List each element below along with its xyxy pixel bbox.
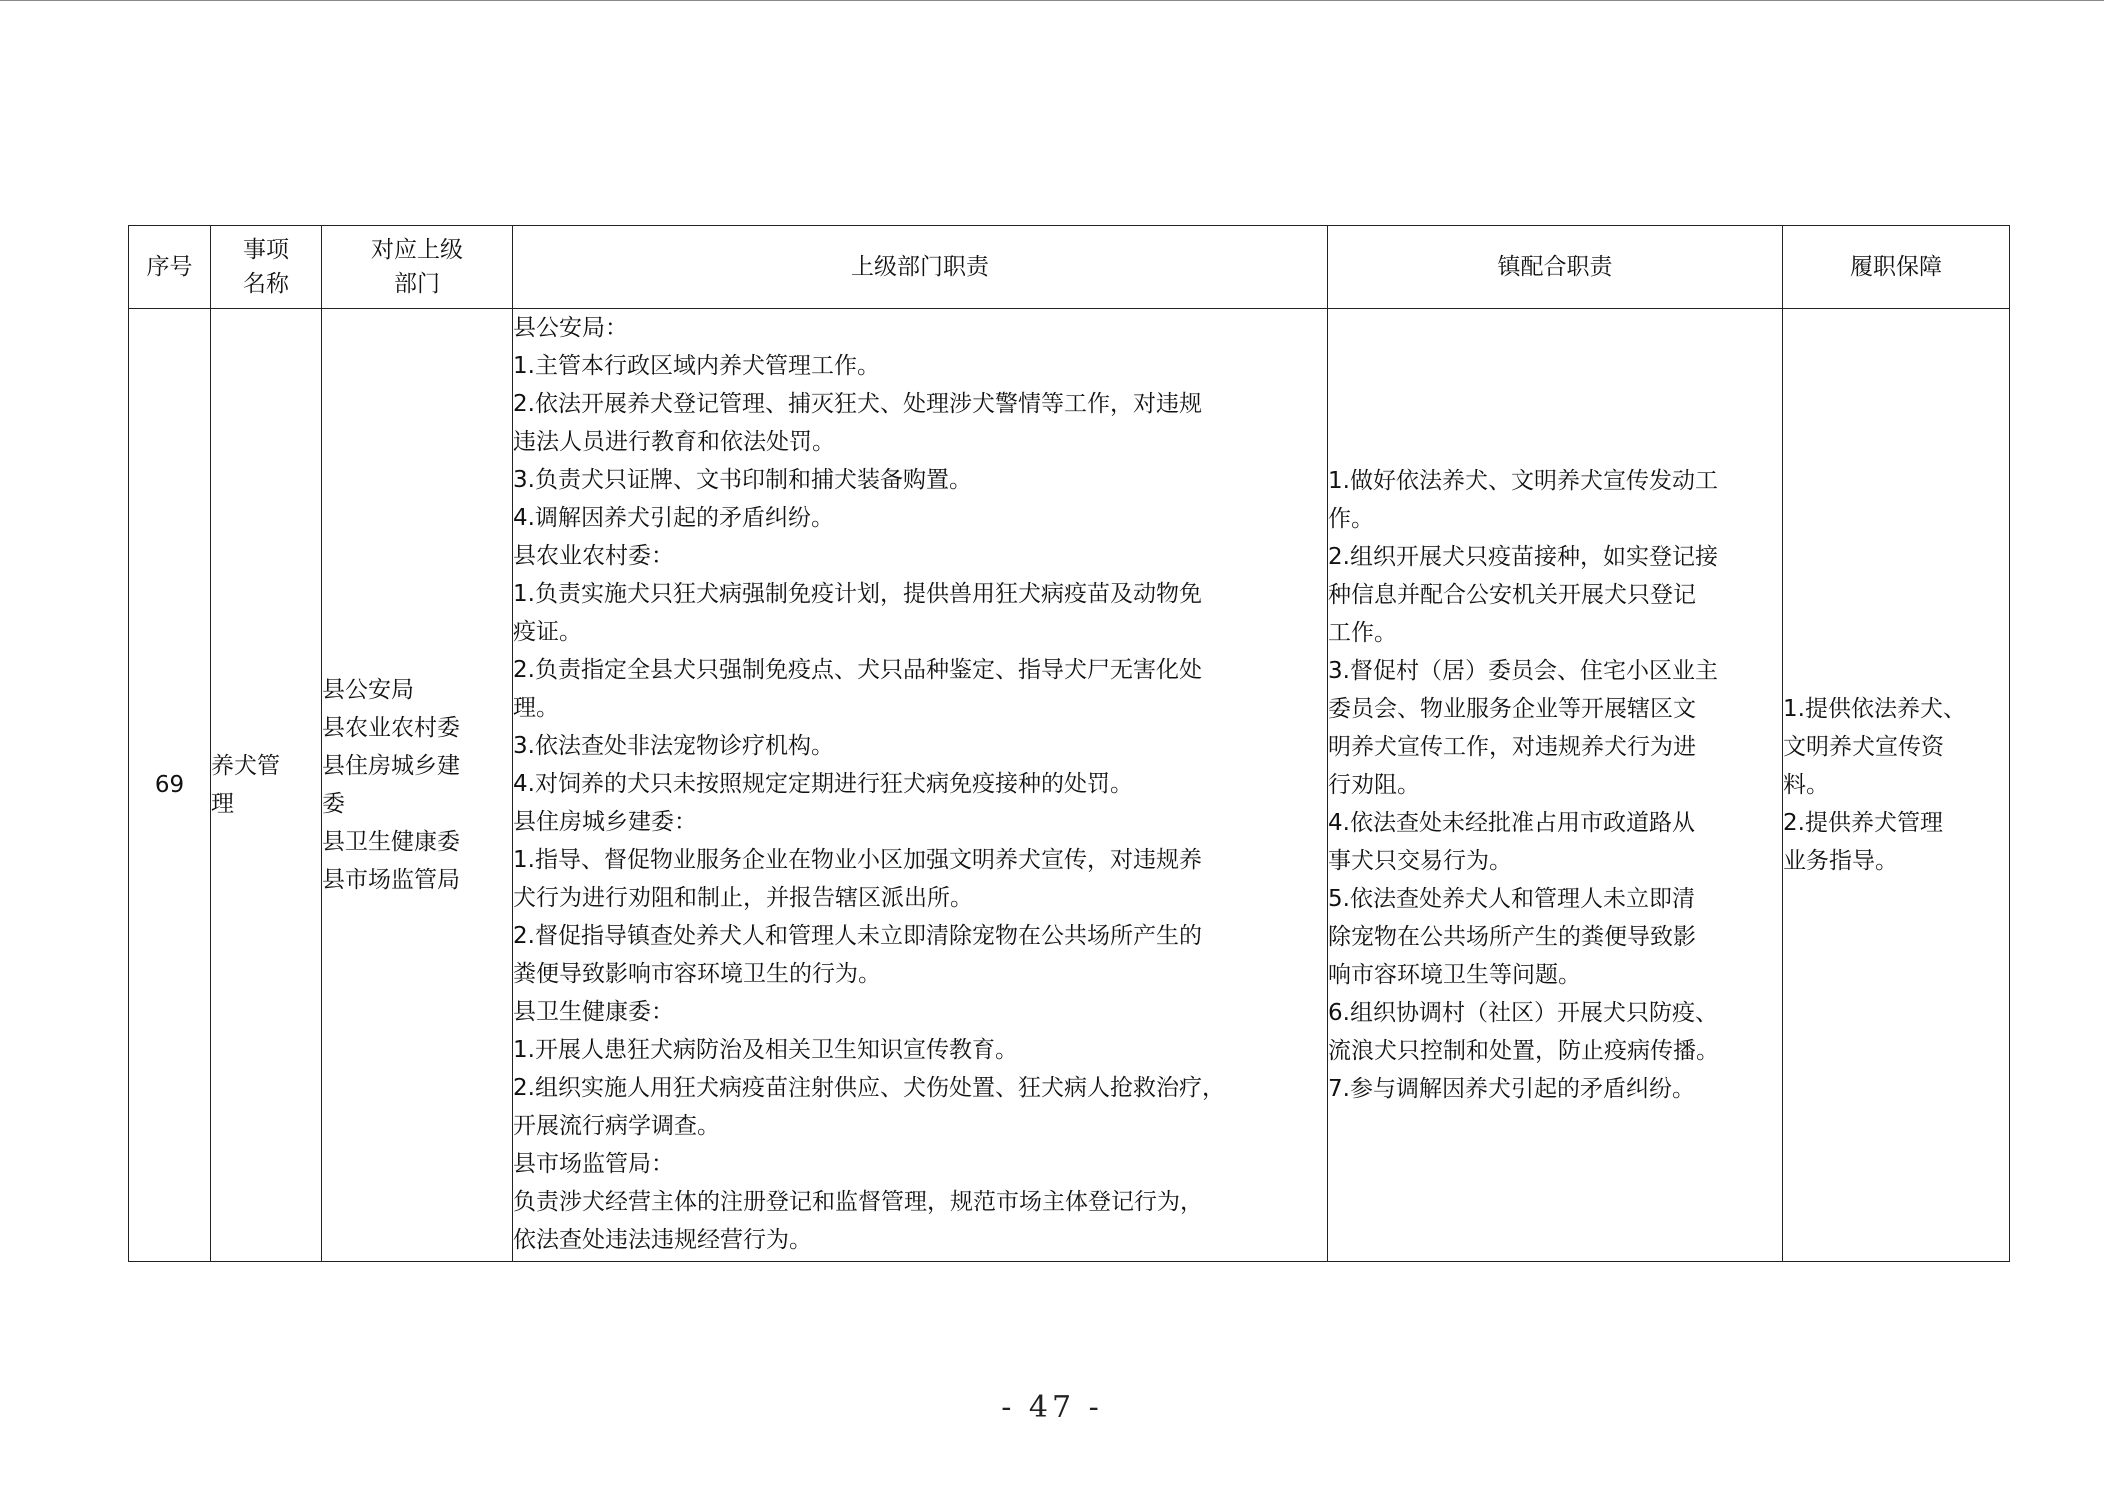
duty-line: 疫证。 <box>513 619 582 645</box>
department-line: 县公安局 <box>322 677 414 703</box>
duty-line: 1.开展人患狂犬病防治及相关卫生知识宣传教育。 <box>513 1037 1018 1063</box>
duty-line: 7.参与调解因养犬引起的矛盾纠纷。 <box>1328 1076 1695 1102</box>
guarantee-line: 1.提供依法养犬、 <box>1783 696 1966 722</box>
duty-line: 响市容环境卫生等问题。 <box>1328 962 1581 988</box>
guarantee-line: 料。 <box>1783 772 1829 798</box>
top-border-line <box>0 0 2104 1</box>
cell-guarantee <box>1783 309 2010 1262</box>
header-upper-department: 对应上级 部门 <box>322 226 513 309</box>
duty-line: 作。 <box>1328 506 1374 532</box>
guarantee-line: 业务指导。 <box>1783 848 1898 874</box>
department-line: 县卫生健康委 <box>322 829 460 855</box>
duty-line: 理。 <box>513 695 559 721</box>
duty-line: 行劝阻。 <box>1328 772 1420 798</box>
cell-upper-duties <box>513 309 1328 1262</box>
guarantee-line: 文明养犬宣传资 <box>1783 734 1944 760</box>
duty-line: 6.组织协调村（社区）开展犬只防疫、 <box>1328 1000 1718 1026</box>
cell-item-name: 养犬管 理 <box>211 309 322 1262</box>
duty-line: 犬行为进行劝阻和制止，并报告辖区派出所。 <box>513 885 973 911</box>
cell-town-duties <box>1328 309 1783 1262</box>
department-line: 县市场监管局 <box>322 867 460 893</box>
duty-line: 1.负责实施犬只狂犬病强制免疫计划，提供兽用狂犬病疫苗及动物免 <box>513 581 1202 607</box>
header-upper-duties: 上级部门职责 <box>513 226 1328 309</box>
duty-line: 2.依法开展养犬登记管理、捕灭狂犬、处理涉犬警情等工作，对违规 <box>513 391 1202 417</box>
duty-line: 3.依法查处非法宠物诊疗机构。 <box>513 733 834 759</box>
duty-line: 县公安局： <box>513 315 628 341</box>
duty-line: 2.组织开展犬只疫苗接种，如实登记接 <box>1328 544 1718 570</box>
duty-line: 除宠物在公共场所产生的粪便导致影 <box>1328 924 1696 950</box>
duty-line: 县卫生健康委： <box>513 999 674 1025</box>
duty-line: 县农业农村委： <box>513 543 674 569</box>
page-number: - 47 - <box>1001 1390 1103 1425</box>
cell-departments <box>322 309 513 1262</box>
duty-line: 县市场监管局： <box>513 1151 674 1177</box>
header-seq: 序号 <box>129 226 211 309</box>
duty-line: 工作。 <box>1328 620 1397 646</box>
duty-line: 事犬只交易行为。 <box>1328 848 1512 874</box>
duty-line: 流浪犬只控制和处置，防止疫病传播。 <box>1328 1038 1719 1064</box>
duty-line: 2.督促指导镇查处养犬人和管理人未立即清除宠物在公共场所产生的 <box>513 923 1202 949</box>
cell-seq: 69 <box>129 309 211 1262</box>
duty-table <box>128 225 2010 1262</box>
duty-line: 委员会、物业服务企业等开展辖区文 <box>1328 696 1696 722</box>
duty-line: 3.负责犬只证牌、文书印制和捕犬装备购置。 <box>513 467 972 493</box>
duty-line: 4.调解因养犬引起的矛盾纠纷。 <box>513 505 834 531</box>
header-guarantee: 履职保障 <box>1783 226 2010 309</box>
department-line: 县住房城乡建 <box>322 753 460 779</box>
table-header-row <box>129 226 2010 309</box>
duty-line: 4.对饲养的犬只未按照规定定期进行狂犬病免疫接种的处罚。 <box>513 771 1133 797</box>
duty-line: 粪便导致影响市容环境卫生的行为。 <box>513 961 881 987</box>
duty-line: 明养犬宣传工作，对违规养犬行为进 <box>1328 734 1696 760</box>
duty-line: 1.主管本行政区域内养犬管理工作。 <box>513 353 880 379</box>
duty-line: 4.依法查处未经批准占用市政道路从 <box>1328 810 1695 836</box>
duty-line: 2.组织实施人用狂犬病疫苗注射供应、犬伤处置、狂犬病人抢救治疗， <box>513 1075 1225 1101</box>
header-town-duties: 镇配合职责 <box>1328 226 1783 309</box>
duty-line: 违法人员进行教育和依法处罚。 <box>513 429 835 455</box>
duty-line: 3.督促村（居）委员会、住宅小区业主 <box>1328 658 1718 684</box>
duty-line: 种信息并配合公安机关开展犬只登记 <box>1328 582 1696 608</box>
duty-line: 2.负责指定全县犬只强制免疫点、犬只品种鉴定、指导犬尸无害化处 <box>513 657 1202 683</box>
duty-line: 依法查处违法违规经营行为。 <box>513 1227 812 1253</box>
duty-line: 县住房城乡建委： <box>513 809 697 835</box>
table-row <box>129 309 2010 1262</box>
department-line: 县农业农村委 <box>322 715 460 741</box>
guarantee-line: 2.提供养犬管理 <box>1783 810 1943 836</box>
duty-line: 开展流行病学调查。 <box>513 1113 720 1139</box>
department-line: 委 <box>322 791 345 817</box>
duty-line: 负责涉犬经营主体的注册登记和监督管理，规范市场主体登记行为， <box>513 1189 1203 1215</box>
duty-line: 1.做好依法养犬、文明养犬宣传发动工 <box>1328 468 1718 494</box>
header-item-name: 事项 名称 <box>211 226 322 309</box>
duty-line: 5.依法查处养犬人和管理人未立即清 <box>1328 886 1695 912</box>
duty-line: 1.指导、督促物业服务企业在物业小区加强文明养犬宣传，对违规养 <box>513 847 1202 873</box>
